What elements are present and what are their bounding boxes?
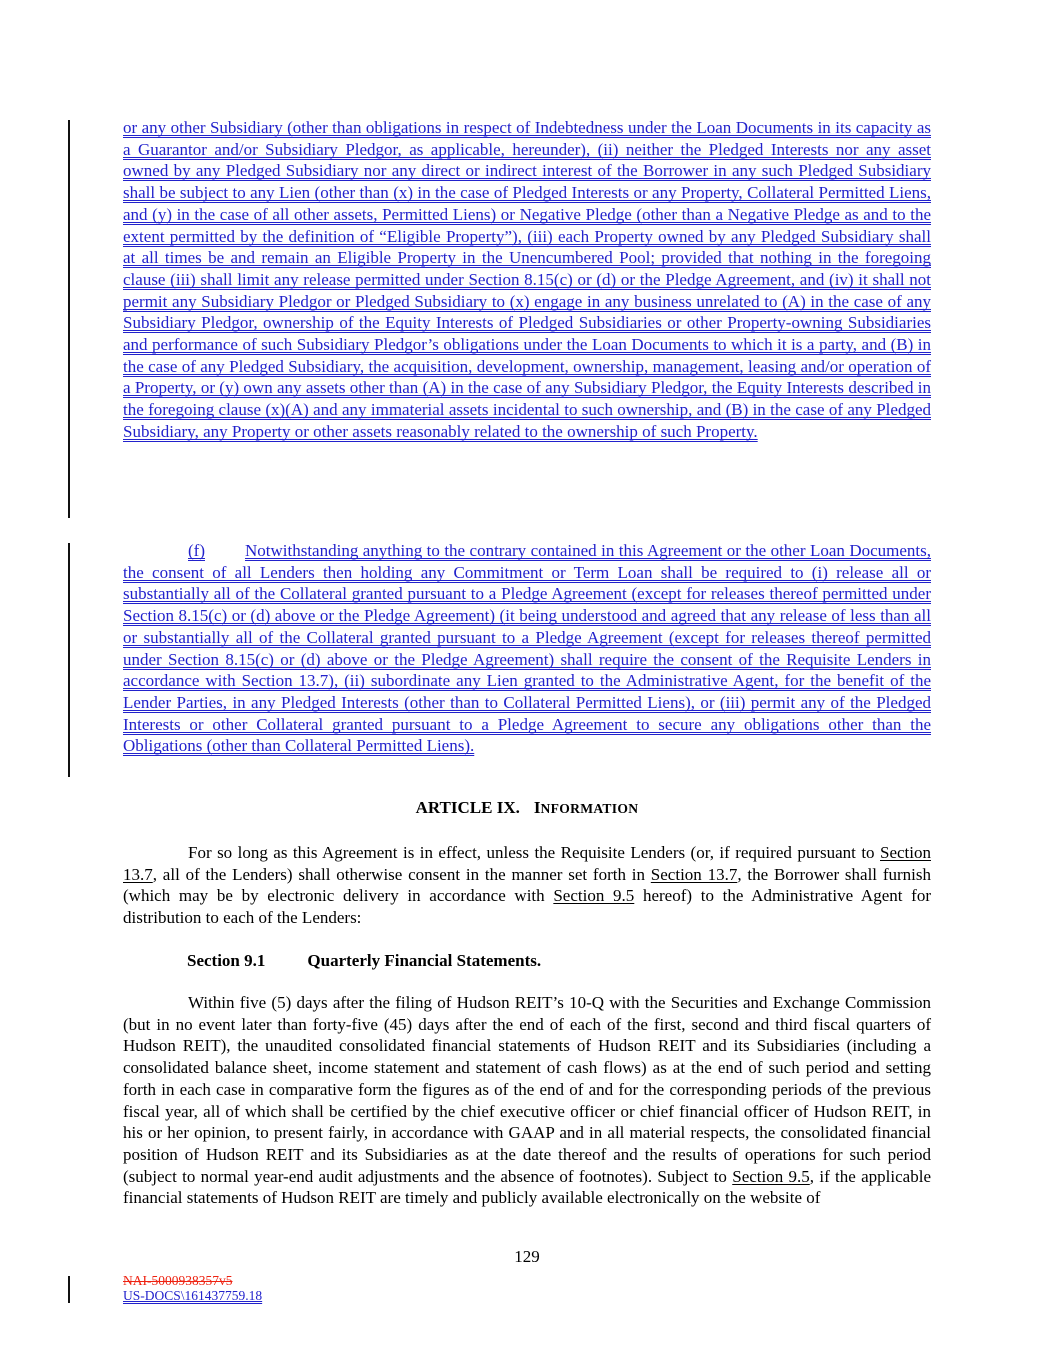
article-title-rest: NFORMATION [540,801,639,816]
section-9-1-heading [187,950,541,972]
text-run: For so long as this Agreement is in effect, unless the Requisite Lenders (or, if required pursuant to [188,843,880,862]
article-title-initial: I [533,798,541,817]
section-number: Section 9.1 [187,951,266,970]
footer-doc-id-current: US-DOCS\161437759.18 [123,1287,263,1303]
footer [123,1274,262,1304]
text-run: Section 9.5 [732,1166,810,1186]
text-run: , the Borrower shall furnish (which may be by electronic delivery in accordance with [123,864,931,906]
article-heading [123,797,931,820]
continuation-paragraph [123,117,931,443]
section-title: Quarterly Financial Statements. [307,951,542,970]
change-bar-paragraph-f [68,543,70,777]
change-bar-footer [68,1276,70,1303]
text-run: , if the applicable financial statements of Hudson REIT are timely and publicly available electronically on the website of [123,1166,931,1208]
quarterly-paragraph [123,992,931,1209]
text-run: , all of the Lenders) shall otherwise consent in the manner set forth in [152,864,651,884]
text-run: (f) [188,541,205,560]
text-run: Within five (5) days after the filing of Hudson REIT’s 10-Q with the Securities and Exchange Commission (but in no event later than forty-five (45) days after the end of each of the first, second and third fiscal quarters of Hudson REIT), the unaudited consolidated financial statements of Hudson REIT and its Subsidiaries (including a consolidated balance sheet, income statement and statement of cash flows) as at the end of such period and setting forth in each case in comparative form the figures as of the end of and for the corresponding periods of the previous fiscal year, all of which shall be certified by the chief executive officer or chief financial officer of Hudson REIT, in his or her opinion, to present fairly, in accordance with GAAP and in all material respects, the consolidated financial position of Hudson REIT and its Subsidiaries as at the date thereof and the results of operations for such period (subject to normal year-end audit adjustments and the absence of footnotes). Subject to [123,993,931,1186]
text-run: Section 9.5 [553,886,635,906]
text-run: or any other Subsidiary (other than obligations in respect of Indebtedness under the Loan Documents in its capacity as a Guarantor and/or Subsidiary Pledgor, as applicable, hereunder), (ii) neither the Pledged Interests nor any asset owned by any Pledged Subsidiary nor any direct or indirect interest of the Borrower in any such Pledged Subsidiary shall be subject to any Lien (other than (x) in the case of Pledged Interests or any Property, Collateral Permitted Liens, and (y) in the case of all other assets, Permitted Liens) or Negative Pledge (other than a Negative Pledge as and to the extent permitted by the definition of “Eligible Property”), (iii) each Property owned by any Pledged Subsidiary shall at all times be and remain an Eligible Property in the Unencumbered Pool; provided that nothing in the foregoing clause (iii) shall limit any release permitted under Section 8.15(c) or (d) or the Pledge Agreement, and (iv) it shall not permit any Subsidiary Pledgor or Pledged Subsidiary to (x) engage in any business unrelated to (A) in the case of any Subsidiary Pledgor, ownership of the Equity Interests of Pledged Subsidiaries or other Property-owning Subsidiaries and performance of such Subsidiary Pledgor’s obligations under the Loan Documents to which it is a party, and (B) in the case of any Pledged Subsidiary, the acquisition, development, ownership, management, leasing and/or operation of a Property, or (y) own any assets other than (A) in the case of any Subsidiary Pledgor, the Equity Interests described in the foregoing clause (x)(A) and any immaterial assets incidental to such ownership, and (B) in the case of any Pledged Subsidiary, any Property or other assets reasonably related to the ownership of such Property. [123,118,931,441]
text-run: Section 13.7 [650,864,738,884]
page-number: 129 [514,1247,540,1266]
article-number: ARTICLE IX. [415,798,520,817]
footer-doc-id-struck: NAI-5000938357v5 [123,1273,233,1288]
text-run: Section 13.7 [123,843,931,884]
text-run: hereof) to the Administrative Agent for distribution to each of the Lenders: [123,886,931,928]
intro-paragraph [123,842,931,929]
text-run: Notwithstanding anything to the contrary contained in this Agreement or the other Loan Documents, the consent of all Lenders then holding any Commitment or Term Loan shall be required to (i) release all or substantially all of the Collateral granted pursuant to a Pledge Agreement (except for releases thereof permitted under Section 8.15(c) or (d) above or the Pledge Agreement) (it being understood and agreed that any release of less than all or substantially all of the Collateral granted pursuant to a Pledge Agreement (except for releases thereof permitted under Section 8.15(c) or (d) above or the Pledge Agreement) shall require the consent of the Requisite Lenders in accordance with Section 13.7), (ii) subordinate any Lien granted to the Administrative Agent, for the benefit of the Lender Parties, in any Pledged Interests (other than to Collateral Permitted Liens), or (iii) permit any of the Pledged Interests or other Collateral granted pursuant to a Pledge Agreement to secure any obligations other than the Obligations (other than Collateral Permitted Liens). [123,541,931,756]
paragraph-f [123,540,931,757]
change-bar-paragraph-continuation [68,120,70,518]
